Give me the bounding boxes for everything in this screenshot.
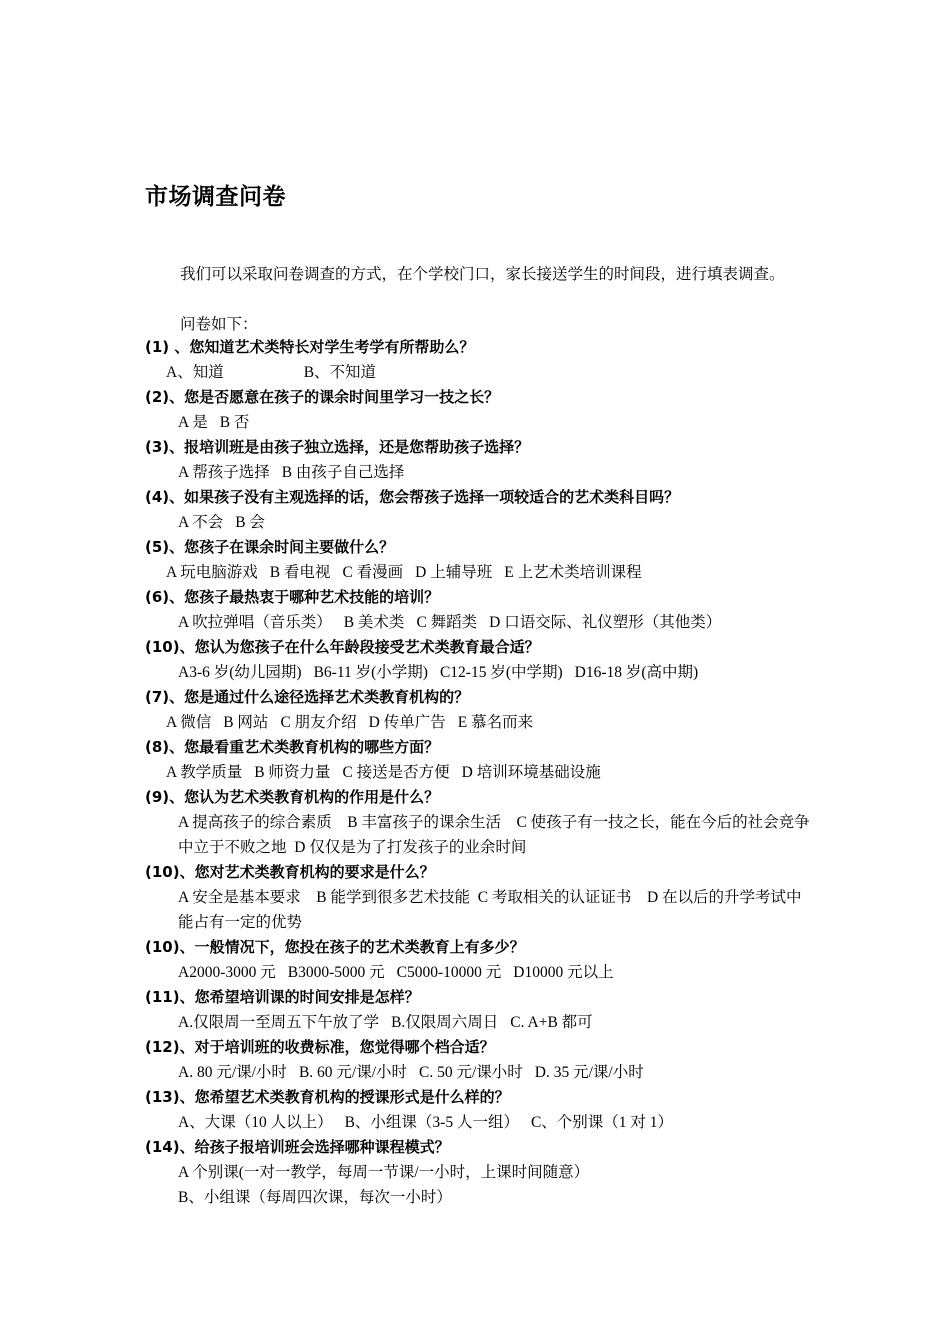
question-spending: (10)、一般情况下，您投在孩子的艺术类教育上有多少？ [145, 938, 525, 956]
option: A 安全是基本要求 [178, 889, 301, 906]
option: C、个别课（1 对 1） [530, 1114, 674, 1131]
question-7: (7)、您是通过什么途径选择艺术类教育机构的？ [145, 688, 470, 706]
answer-options [145, 410, 810, 435]
question-3: (3)、报培训班是由孩子独立选择，还是您帮助孩子选择？ [145, 438, 530, 456]
option: A、大课（10 人以上） [178, 1114, 333, 1131]
option: C 接送是否方便 [342, 764, 450, 781]
option: C. 50 元/课小时 [419, 1064, 523, 1081]
answer-options [145, 710, 810, 735]
option: E 慕名而来 [457, 714, 534, 731]
option: E 上艺术类培训课程 [504, 564, 642, 581]
option: B 美术类 [343, 614, 405, 631]
question-list [145, 335, 810, 1210]
answer-options [145, 460, 810, 485]
option: C5000-10000 元 [396, 964, 502, 981]
option: C. A+B 都可 [510, 1014, 593, 1031]
option: B 会 [235, 514, 265, 531]
question-9: (9)、您认为艺术类教育机构的作用是什么？ [145, 788, 440, 806]
answer-options [145, 1060, 810, 1085]
option: A 提高孩子的综合素质 [178, 814, 332, 831]
question-4: (4)、如果孩子没有主观选择的话，您会帮孩子选择一项较适合的艺术类科目吗？ [145, 488, 680, 506]
answer-options [145, 560, 810, 585]
answer-options [145, 1010, 810, 1035]
option: A 玩电脑游戏 [166, 564, 258, 581]
option: B 否 [219, 414, 250, 431]
question-6: (6)、您孩子最热衷于哪种艺术技能的培训？ [145, 588, 440, 606]
question-11: (11)、您希望培训课的时间安排是怎样？ [145, 988, 420, 1006]
answer-options [145, 610, 810, 635]
option: D 上辅导班 [415, 564, 493, 581]
answer-options [145, 1160, 810, 1185]
option: A 帮孩子选择 [178, 464, 270, 481]
option: B.仅限周六周日 [391, 1014, 499, 1031]
option: D 传单广告 [368, 714, 446, 731]
option: B、不知道 [303, 364, 377, 381]
question-1: (1) 、您知道艺术类特长对学生考学有所帮助么？ [145, 338, 475, 356]
option: D 在以后的升学考试中能占有一定的优势 [178, 889, 802, 931]
option: A 微信 [166, 714, 212, 731]
option: B3000-5000 元 [287, 964, 385, 981]
option: C 朋友介绍 [280, 714, 357, 731]
lead-text: 问卷如下： [180, 316, 258, 333]
question-14: (14)、给孩子报培训班会选择哪种课程模式？ [145, 1138, 450, 1156]
answer-options [145, 885, 810, 935]
option: C 考取相关的认证证书 [477, 889, 632, 906]
option: C 舞蹈类 [416, 614, 478, 631]
option: C12-15 岁(中学期) [439, 664, 563, 681]
option: D. 35 元/课/小时 [534, 1064, 644, 1081]
option: A. 80 元/课/小时 [178, 1064, 287, 1081]
answer-options [145, 960, 810, 985]
option: B. 60 元/课/小时 [298, 1064, 408, 1081]
option: B 网站 [223, 714, 269, 731]
answer-options [145, 1185, 810, 1210]
option: D 口语交际、礼仪塑形（其他类） [489, 614, 722, 631]
option: C 看漫画 [342, 564, 404, 581]
option: D 培训环境基础设施 [461, 764, 601, 781]
option: A 个别课(一对一教学，每周一节课/一小时，上课时间随意） [178, 1164, 590, 1181]
option: B 能学到很多艺术技能 [316, 889, 470, 906]
option: A 吹拉弹唱（音乐类） [178, 614, 332, 631]
option: A2000-3000 元 [178, 964, 276, 981]
option: A 是 [178, 414, 208, 431]
answer-options [145, 810, 810, 860]
option: B、小组课（每周四次课，每次一小时） [178, 1189, 452, 1206]
question-age: (10)、您认为您孩子在什么年龄段接受艺术类教育最合适？ [145, 638, 540, 656]
question-requirements: (10)、您对艺术类教育机构的要求是什么？ [145, 863, 435, 881]
question-8: (8)、您最看重艺术类教育机构的哪些方面？ [145, 738, 440, 756]
option: B 丰富孩子的课余生活 [347, 814, 501, 831]
answer-options [145, 1110, 810, 1135]
answer-options [145, 360, 810, 385]
option: D10000 元以上 [513, 964, 614, 981]
question-2: (2)、您是否愿意在孩子的课余时间里学习一技之长？ [145, 388, 500, 406]
option: A3-6 岁(幼儿园期) [178, 664, 302, 681]
answer-options [145, 510, 810, 535]
answer-options [145, 660, 810, 685]
option: B 师资力量 [254, 764, 331, 781]
option: B、小组课（3-5 人一组） [344, 1114, 519, 1131]
option: A 不会 [178, 514, 224, 531]
answer-options [145, 760, 810, 785]
option: A.仅限周一至周五下午放了学 [178, 1014, 380, 1031]
option: D 仅仅是为了打发孩子的业余时间 [294, 839, 527, 856]
option: B6-11 岁(小学期) [313, 664, 428, 681]
option: B 由孩子自己选择 [281, 464, 405, 481]
question-5: (5)、您孩子在课余时间主要做什么？ [145, 538, 395, 556]
option: A 教学质量 [166, 764, 243, 781]
option: D16-18 岁(高中期) [574, 664, 699, 681]
option: A、知道 [166, 364, 224, 381]
option: B 看电视 [269, 564, 331, 581]
option: C 使孩子有一技之长，能在今后的社会竞争中立于不败之地 [178, 814, 810, 856]
document-title: 市场调查问卷 [145, 184, 286, 210]
intro-paragraph: 我们可以采取问卷调查的方式，在个学校门口，家长接送学生的时间段，进行填表调查。 [180, 266, 785, 283]
question-13: (13)、您希望艺术类教育机构的授课形式是什么样的？ [145, 1088, 510, 1106]
question-12: (12)、对于培训班的收费标准，您觉得哪个档合适？ [145, 1038, 495, 1056]
